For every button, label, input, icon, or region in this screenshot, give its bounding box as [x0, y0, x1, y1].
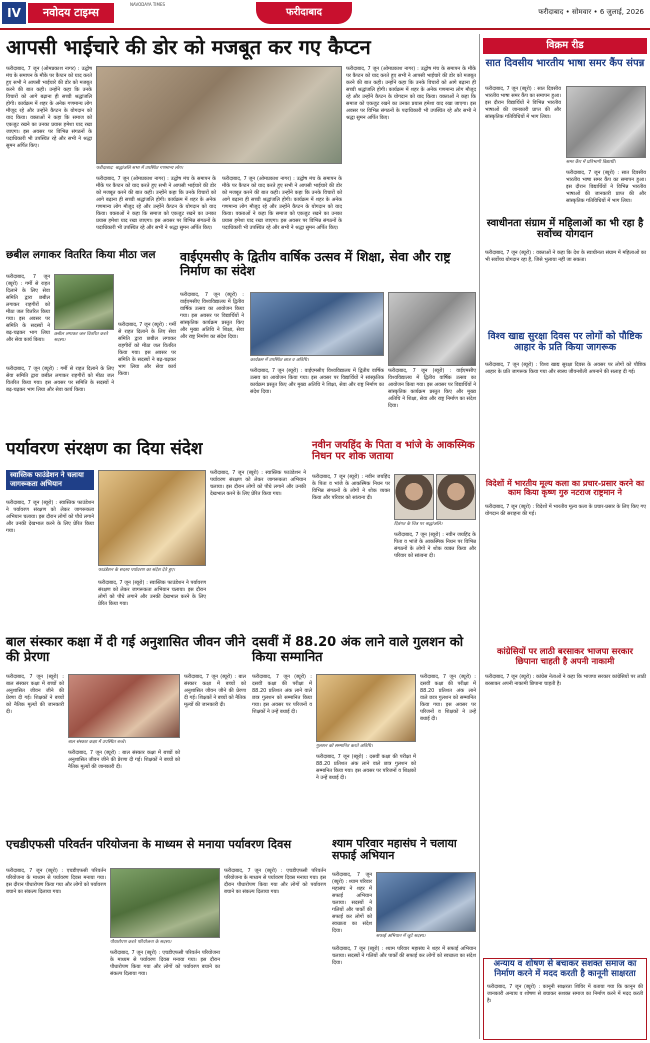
lead-body: फरीदाबाद, 7 जून (ओमप्रकाश नागर) : उद्घोष मंच के समापन के मौके पर कैप्टन को याद करते हुए सभी ने आपसी भाईचारे की डोर को मजबूत करने की बात कही। उन्होंने कहा कि उनके विचारों को आगे बढ़ाना ही सच्ची श्रद्धांजलि होगी। कार्यक्रम में शहर के अनेक गणमान्य लोग मौजूद रहे और उन्होंने कैप्टन के योगदान को याद किया। वक्ताओं ने कहा कि समाज को एकजुट रखने का उनका प्रयास हमेशा याद रखा जाएगा। इस अवसर पर विभिन्न संगठनों के पदाधिकारी भी उपस्थित रहे और सभी ने श्रद्धा सुमन अर्पित किए। [6, 66, 92, 149]
balsanskar-photo-caption: बाल संस्कार कक्षा में उपस्थित बच्चे। [68, 740, 126, 745]
gulshan-body-cont: फरीदाबाद, 7 जून (ब्यूरो) : दसवीं कक्षा की परीक्षा में 88.20 प्रतिशत अंक लाने वाले छात्र गुलशन को सम्मानित किया गया। इस अवसर पर परिजनों व शिक्षकों ने उन्हें बधाई दी। [316, 754, 416, 781]
city-tab: फरीदाबाद [256, 2, 352, 24]
condolence-headline: नवीन जयहिंद के पिता व भांजे के आकस्मिक निधन पर शोक जताया [312, 440, 475, 463]
hdfc-headline: एचडीएफसी परिवर्तन परियोजना के माध्यम से मनाया पर्यावरण दिवस [6, 837, 292, 851]
gulshan-body-cont2: फरीदाबाद, 7 जून (ब्यूरो) : दसवीं कक्षा की परीक्षा में 88.20 प्रतिशत अंक लाने वाले छात्र गुलशन को सम्मानित किया गया। इस अवसर पर परिजनों व शिक्षकों ने उन्हें बधाई दी। [420, 674, 476, 722]
ymca-headline: वाईएमसीए के द्वितीय वार्षिक उत्सव में शिक्षा, सेवा और राष्ट्र निर्माण का संदेश [180, 249, 451, 278]
hdfc-photo-caption: पौधारोपण करते परियोजना के सदस्य। [110, 940, 172, 945]
sweets-headline: छबील लगाकर वितरित किया मीठा जल [6, 249, 156, 261]
sweets-body: फरीदाबाद, 7 जून (ब्यूरो) : गर्मी से राहत दिलाने के लिए सेवा समिति द्वारा छबील लगाकर राहगीरों को मीठा जल वितरित किया गया। इस अवसर पर समिति के सदस्यों ने बढ़-चढ़कर भाग लिया और सेवा कार्य किया। [6, 274, 50, 343]
ymca-body-cont2: फरीदाबाद, 7 जून (ब्यूरो) : वाईएमसीए विश्वविद्यालय में द्वितीय वार्षिक उत्सव का आयोजन किया गया। इस अवसर पर विद्यार्थियों ने सांस्कृतिक कार्यक्रम प्रस्तुत किए और मुख्य अतिथि ने शिक्षा, सेवा और राष्ट्र निर्माण का संदेश दिया। [388, 368, 476, 409]
r2-body: फरीदाबाद, 7 जून (ब्यूरो) : वक्ताओं ने कहा कि देश के स्वाधीनता संग्राम में महिलाओं का भी सर्वोच्च योगदान रहा है, जिसे भुलाया नहीं जा सकता। [485, 250, 646, 263]
hdfc-body-cont2: फरीदाबाद, 7 जून (ब्यूरो) : एचडीएफसी परिवर्तन परियोजना के माध्यम से पर्यावरण दिवस मनाया गया। इस दौरान पौधारोपण किया गया और लोगों को पर्यावरण बचाने का संकल्प दिलाया गया। [224, 868, 326, 895]
balsanskar-body-cont2: फरीदाबाद, 7 जून (ब्यूरो) : बाल संस्कार कक्षा में बच्चों को अनुशासित जीवन जीने की प्रेरणा दी गई। शिक्षकों ने बच्चों को नैतिक मूल्यों की जानकारी दी। [184, 674, 246, 708]
dateline: फरीदाबाद • सोमवार • 6 जुलाई, 2026 [538, 8, 644, 16]
environment-headline: पर्यावरण संरक्षण का दिया संदेश [6, 439, 203, 459]
shyam-photo [376, 872, 476, 932]
paper-logo: नवोदय टाइम्स [28, 3, 114, 23]
balsanskar-photo [68, 674, 180, 738]
ymca-body: फरीदाबाद, 7 जून (ब्यूरो) : वाईएमसीए विश्वविद्यालय में द्वितीय वार्षिक उत्सव का आयोजन किया गया। इस अवसर पर विद्यार्थियों ने सांस्कृतिक कार्यक्रम प्रस्तुत किए और मुख्य अतिथि ने शिक्षा, सेवा और राष्ट्र निर्माण का संदेश दिया। [180, 292, 244, 340]
r1-body-cont: फरीदाबाद, 7 जून (ब्यूरो) : सात दिवसीय भारतीय भाषा समर कैंप का समापन हुआ। इस दौरान विद्यार्थियों ने विभिन्न भारतीय भाषाओं की जानकारी प्राप्त की और सांस्कृतिक गतिविधियों में भाग लिया। [566, 170, 646, 204]
balsanskar-headline: बाल संस्कार कक्षा में दी गई अनुशासित जीवन जीने की प्रेरणा [6, 635, 246, 665]
masthead [0, 0, 650, 30]
balsanskar-body-cont: फरीदाबाद, 7 जून (ब्यूरो) : बाल संस्कार कक्षा में बच्चों को अनुशासित जीवन जीने की प्रेरणा दी गई। शिक्षकों ने बच्चों को नैतिक मूल्यों की जानकारी दी। [68, 750, 180, 770]
r3-headline: विश्व खाद्य सुरक्षा दिवस पर लोगों को पौष्टिक आहार के प्रति किया जागरूक [487, 331, 643, 353]
ymca-body-cont: फरीदाबाद, 7 जून (ब्यूरो) : वाईएमसीए विश्वविद्यालय में द्वितीय वार्षिक उत्सव का आयोजन किया गया। इस अवसर पर विद्यार्थियों ने सांस्कृतिक कार्यक्रम प्रस्तुत किए और मुख्य अतिथि ने शिक्षा, सेवा और राष्ट्र निर्माण का संदेश दिया। [250, 368, 384, 395]
r1-photo [566, 86, 646, 158]
condolence-photo-2 [436, 474, 476, 520]
condolence-photo-caption: दिवंगत के चित्र पर श्रद्धांजलि। [394, 522, 443, 527]
r1-body: फरीदाबाद, 7 जून (ब्यूरो) : सात दिवसीय भारतीय भाषा समर कैंप का समापन हुआ। इस दौरान विद्यार्थियों ने विभिन्न भारतीय भाषाओं की जानकारी प्राप्त की और सांस्कृतिक गतिविधियों में भाग लिया। [485, 86, 561, 120]
balsanskar-body: फरीदाबाद, 7 जून (ब्यूरो) : बाल संस्कार कक्षा में बच्चों को अनुशासित जीवन जीने की प्रेरणा दी गई। शिक्षकों ने बच्चों को नैतिक मूल्यों की जानकारी दी। [6, 674, 64, 715]
ymca-photo-caption: कार्यक्रम में उपस्थित छात्र व अतिथि। [250, 358, 309, 363]
r4-headline: विदेशों में भारतीय मूल्य कला का प्रचार-प्रसार करने का काम किया कृष्ण गुरु नटराज राष्ट्रमान ने [485, 479, 645, 497]
lead-body-cont: फरीदाबाद, 7 जून (ओमप्रकाश नागर) : उद्घोष मंच के समापन के मौके पर कैप्टन को याद करते हुए सभी ने आपसी भाईचारे की डोर को मजबूत करने की बात कही। उन्होंने कहा कि उनके विचारों को आगे बढ़ाना ही सच्ची श्रद्धांजलि होगी। कार्यक्रम में शहर के अनेक गणमान्य लोग मौजूद रहे और उन्होंने कैप्टन के योगदान को याद किया। वक्ताओं ने कहा कि समाज को एकजुट रखने का उनका प्रयास हमेशा याद रखा जाएगा। इस अवसर पर विभिन्न संगठनों के पदाधिकारी भी उपस्थित रहे और सभी ने श्रद्धा सुमन अर्पित किए। [96, 176, 216, 231]
r1-headline: सात दिवसीय भारतीय भाषा समर कैंप संपन्न [485, 58, 645, 69]
environment-body-cont2: फरीदाबाद, 7 जून (ब्यूरो) : स्वास्तिक फाउंडेशन ने पर्यावरण संरक्षण को लेकर जागरूकता अभियान चलाया। इस दौरान लोगों को पौधे लगाने और उनकी देखभाल करने के लिए प्रेरित किया गया। [210, 470, 306, 497]
gulshan-photo [316, 674, 416, 742]
r4-body: फरीदाबाद, 7 जून (ब्यूरो) : विदेशों में भारतीय मूल्य कला के प्रचार-प्रसार के लिए किए गए योगदान की सराहना की गई। [485, 504, 646, 517]
gulshan-photo-caption: गुलशन को सम्मानित करते अतिथि। [316, 744, 373, 749]
condolence-body: फरीदाबाद, 7 जून (ब्यूरो) : नवीन जयहिंद के पिता व भांजे के आकस्मिक निधन पर विभिन्न संगठनों के लोगों ने शोक व्यक्त किया और परिवार को सांत्वना दी। [312, 474, 390, 501]
r2-headline: स्वाधीनता संग्राम में महिलाओं का भी रहा है सर्वोच्च योगदान [486, 218, 644, 241]
shyam-body-cont: फरीदाबाद, 7 जून (ब्यूरो) : श्याम परिवार महासंघ ने शहर में सफाई अभियान चलाया। सदस्यों ने गलियों और पार्कों की सफाई कर लोगों को स्वच्छता का संदेश दिया। [332, 946, 476, 966]
r6-headline: अन्याय व शोषण से बचाकर सशक्त समाज का निर्माण करने में मदद करती है कानूनी साक्षरता [493, 959, 637, 979]
environment-tag: स्वास्तिक फाउंडेशन ने चलाया जागरूकता अभियान [6, 470, 94, 490]
r3-body: फरीदाबाद, 7 जून (ब्यूरो) : विश्व खाद्य सुरक्षा दिवस के अवसर पर लोगों को पौष्टिक आहार के प्रति जागरूक किया गया और स्वस्थ जीवनशैली अपनाने की सलाह दी गई। [485, 362, 646, 375]
environment-body: फरीदाबाद, 7 जून (ब्यूरो) : स्वास्तिक फाउंडेशन ने पर्यावरण संरक्षण को लेकर जागरूकता अभियान चलाया। इस दौरान लोगों को पौधे लगाने और उनकी देखभाल करने के लिए प्रेरित किया गया। [6, 500, 94, 534]
sweets-photo [54, 274, 114, 330]
lead-photo [96, 66, 342, 164]
page-number: IV [2, 2, 26, 24]
condolence-body-cont: फरीदाबाद, 7 जून (ब्यूरो) : नवीन जयहिंद के पिता व भांजे के आकस्मिक निधन पर विभिन्न संगठनों के लोगों ने शोक व्यक्त किया और परिवार को सांत्वना दी। [394, 532, 476, 559]
paper-subtitle: NAVODAYA TIMES [130, 2, 166, 7]
gulshan-headline: दसवीं में 88.20 अंक लाने वाले गुलशन को किया सम्मानित [252, 635, 464, 665]
environment-photo-caption: फाउंडेशन के सदस्य पर्यावरण का संदेश देते हुए। [98, 568, 175, 573]
hdfc-body-cont: फरीदाबाद, 7 जून (ब्यूरो) : एचडीएफसी परिवर्तन परियोजना के माध्यम से पर्यावरण दिवस मनाया गया। इस दौरान पौधारोपण किया गया और लोगों को पर्यावरण बचाने का संकल्प दिलाया गया। [110, 950, 220, 977]
environment-body-cont: फरीदाबाद, 7 जून (ब्यूरो) : स्वास्तिक फाउंडेशन ने पर्यावरण संरक्षण को लेकर जागरूकता अभियान चलाया। इस दौरान लोगों को पौधे लगाने और उनकी देखभाल करने के लिए प्रेरित किया गया। [98, 580, 206, 607]
ymca-photo [250, 292, 384, 356]
lead-photo-caption: फरीदाबाद: श्रद्धांजलि सभा में उपस्थित गणमान्य लोग। [96, 166, 184, 171]
shyam-headline: श्याम परिवार महासंघ ने चलाया सफाई अभियान [332, 837, 457, 863]
lead-body-cont2: फरीदाबाद, 7 जून (ओमप्रकाश नागर) : उद्घोष मंच के समापन के मौके पर कैप्टन को याद करते हुए सभी ने आपसी भाईचारे की डोर को मजबूत करने की बात कही। उन्होंने कहा कि उनके विचारों को आगे बढ़ाना ही सच्ची श्रद्धांजलि होगी। कार्यक्रम में शहर के अनेक गणमान्य लोग मौजूद रहे और उन्होंने कैप्टन के योगदान को याद किया। वक्ताओं ने कहा कि समाज को एकजुट रखने का उनका प्रयास हमेशा याद रखा जाएगा। इस अवसर पर विभिन्न संगठनों के पदाधिकारी भी उपस्थित रहे और सभी ने श्रद्धा सुमन अर्पित किए। [222, 176, 342, 231]
r1-photo-caption: समर कैंप में प्रतिभागी विद्यार्थी। [566, 160, 616, 165]
lead-body-cont3: फरीदाबाद, 7 जून (ओमप्रकाश नागर) : उद्घोष मंच के समापन के मौके पर कैप्टन को याद करते हुए सभी ने आपसी भाईचारे की डोर को मजबूत करने की बात कही। उन्होंने कहा कि उनके विचारों को आगे बढ़ाना ही सच्ची श्रद्धांजलि होगी। कार्यक्रम में शहर के अनेक गणमान्य लोग मौजूद रहे और उन्होंने कैप्टन के योगदान को याद किया। वक्ताओं ने कहा कि समाज को एकजुट रखने का उनका प्रयास हमेशा याद रखा जाएगा। इस अवसर पर विभिन्न संगठनों के पदाधिकारी भी उपस्थित रहे और सभी ने श्रद्धा सुमन अर्पित किए। [346, 66, 476, 121]
sweets-body-cont: फरीदाबाद, 7 जून (ब्यूरो) : गर्मी से राहत दिलाने के लिए सेवा समिति द्वारा छबील लगाकर राहगीरों को मीठा जल वितरित किया गया। इस अवसर पर समिति के सदस्यों ने बढ़-चढ़कर भाग लिया और सेवा कार्य किया। [6, 366, 114, 393]
ymca-photo-2 [388, 292, 476, 366]
section-header: विक्रम रीड [483, 38, 647, 54]
shyam-photo-caption: सफाई अभियान में जुटे सदस्य। [376, 934, 426, 939]
r5-headline: कांग्रेसियों पर लाठी बरसाकर भाजपा सरकार छिपाना चाहती है अपनी नाकामी [496, 647, 634, 667]
column-divider [479, 34, 480, 1039]
r6-body: फरीदाबाद, 7 जून (ब्यूरो) : कानूनी साक्षरता शिविर में बताया गया कि कानून की जानकारी अन्याय व शोषण से बचाकर सशक्त समाज का निर्माण करने में मदद करती है। [487, 984, 643, 1004]
shyam-body: फरीदाबाद, 7 जून (ब्यूरो) : श्याम परिवार महासंघ ने शहर में सफाई अभियान चलाया। सदस्यों ने गलियों और पार्कों की सफाई कर लोगों को स्वच्छता का संदेश दिया। [332, 872, 372, 934]
hdfc-photo [110, 868, 220, 938]
lead-headline: आपसी भाईचारे की डोर को मजबूत कर गए कैप्टन [6, 35, 371, 59]
r5-body: फरीदाबाद, 7 जून (ब्यूरो) : कांग्रेस नेताओं ने कहा कि भाजपा सरकार कांग्रेसियों पर लाठी बरसाकर अपनी नाकामी छिपाना चाहती है। [485, 674, 646, 687]
sweets-photo-caption: छबील लगाकर जल वितरित करते सदस्य। [54, 332, 108, 343]
environment-photo [98, 470, 206, 566]
hdfc-body: फरीदाबाद, 7 जून (ब्यूरो) : एचडीएफसी परिवर्तन परियोजना के माध्यम से पर्यावरण दिवस मनाया गया। इस दौरान पौधारोपण किया गया और लोगों को पर्यावरण बचाने का संकल्प दिलाया गया। [6, 868, 106, 895]
gulshan-body: फरीदाबाद, 7 जून (ब्यूरो) : दसवीं कक्षा की परीक्षा में 88.20 प्रतिशत अंक लाने वाले छात्र गुलशन को सम्मानित किया गया। इस अवसर पर परिजनों व शिक्षकों ने उन्हें बधाई दी। [252, 674, 312, 715]
sweets-body-cont2: फरीदाबाद, 7 जून (ब्यूरो) : गर्मी से राहत दिलाने के लिए सेवा समिति द्वारा छबील लगाकर राहगीरों को मीठा जल वितरित किया गया। इस अवसर पर समिति के सदस्यों ने बढ़-चढ़कर भाग लिया और सेवा कार्य किया। [118, 322, 176, 377]
condolence-photo [394, 474, 434, 520]
